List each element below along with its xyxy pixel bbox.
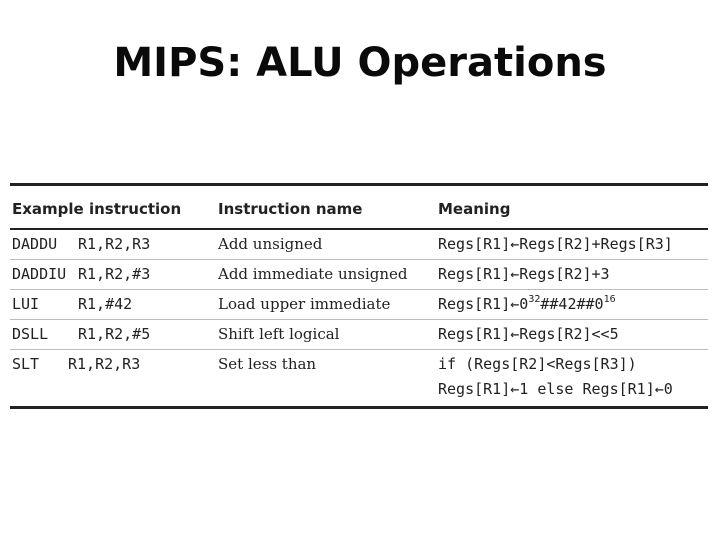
row-operands: R1,R2,R3: [78, 235, 151, 253]
meaning-middle: ##42##0: [540, 295, 604, 313]
row-instruction-name: Load upper immediate: [218, 295, 391, 313]
row-opcode: LUI: [12, 295, 40, 313]
row-meaning: Regs[R1]←Regs[R2]+Regs[R3]: [438, 235, 673, 253]
table-row: [10, 230, 708, 260]
row-instruction-name: Add immediate unsigned: [218, 265, 408, 283]
row-meaning-line-2: Regs[R1]←1 else Regs[R1]←0: [438, 380, 673, 398]
row-meaning: [438, 295, 616, 313]
header-instruction-name: Instruction name: [218, 200, 363, 218]
table-bottom-rule: [10, 406, 708, 409]
page-title: MIPS: ALU Operations: [113, 40, 607, 86]
meaning-superscript-32: 32: [528, 294, 541, 305]
row-instruction-name: Shift left logical: [218, 325, 340, 343]
row-operands: R1,R2,#3: [78, 265, 151, 283]
table-header-row: [10, 186, 708, 228]
row-operands: R1,R2,R3: [68, 355, 141, 373]
row-meaning-line-1: if (Regs[R2]<Regs[R3]): [438, 355, 637, 373]
table-row: [10, 350, 708, 406]
row-instruction-name: Add unsigned: [218, 235, 323, 253]
row-instruction-name: Set less than: [218, 355, 317, 373]
row-meaning: Regs[R1]←Regs[R2]<<5: [438, 325, 619, 343]
row-opcode: DADDU: [12, 235, 58, 253]
instruction-table: [10, 183, 708, 409]
row-opcode: DSLL: [12, 325, 49, 343]
row-operands: R1,R2,#5: [78, 325, 151, 343]
meaning-prefix: Regs[R1]←0: [438, 295, 529, 313]
table-row: [10, 290, 708, 320]
row-meaning: Regs[R1]←Regs[R2]+3: [438, 265, 610, 283]
meaning-superscript-16: 16: [603, 294, 616, 305]
row-opcode: SLT: [12, 355, 40, 373]
table-row: [10, 320, 708, 350]
header-meaning: Meaning: [438, 200, 511, 218]
table-row: [10, 260, 708, 290]
row-opcode: DADDIU: [12, 265, 67, 283]
header-example-instruction: Example instruction: [12, 200, 182, 218]
row-operands: R1,#42: [78, 295, 133, 313]
